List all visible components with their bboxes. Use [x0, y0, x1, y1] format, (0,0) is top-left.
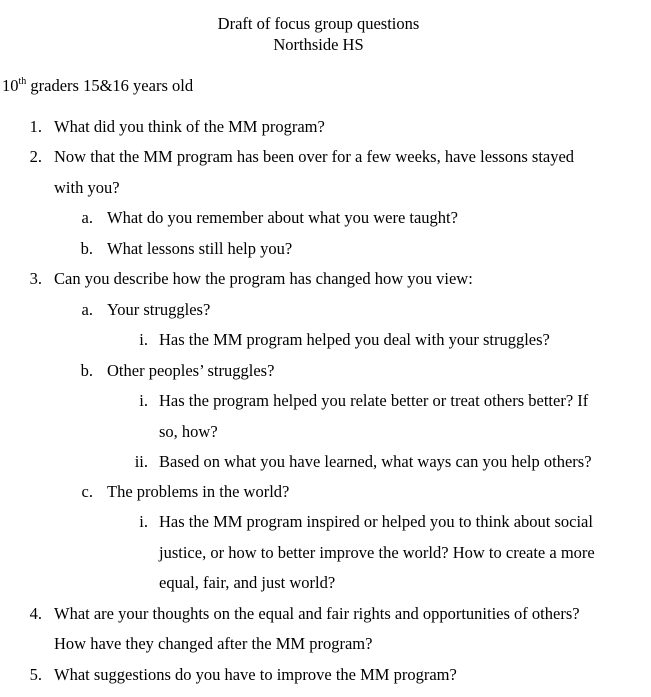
item-5-marker: 5.	[29, 665, 42, 684]
grade-number: 10	[2, 76, 19, 95]
item-2b-marker: b.	[80, 239, 93, 258]
item-1-text: What did you think of the MM program?	[54, 117, 325, 136]
item-3a-text: Your struggles?	[107, 300, 211, 319]
item-2-marker: 2.	[29, 147, 42, 166]
item-3c-marker: c.	[81, 482, 93, 501]
document-title: Draft of focus group questions	[217, 14, 420, 33]
item-3b-i-text-line-2: so, how?	[159, 422, 218, 441]
item-3c-i-text-line-3: equal, fair, and just world?	[159, 573, 336, 592]
item-3c-i-text-line-2: justice, or how to better improve the world? How to create a more	[159, 543, 595, 562]
item-3a-marker: a.	[81, 300, 93, 319]
item-3c-i-text-line-1: Has the MM program inspired or helped you to think about social	[159, 512, 593, 531]
item-3b-i-text-line-1: Has the program helped you relate better or treat others better? If	[159, 391, 589, 410]
item-3-marker: 3.	[29, 269, 42, 288]
item-2a-text: What do you remember about what you were taught?	[107, 208, 458, 227]
item-4-text-line-1: What are your thoughts on the equal and fair rights and opportunities of others?	[54, 604, 580, 623]
item-4-text-line-2: How have they changed after the MM program?	[54, 634, 373, 653]
item-3b-text: Other peoples’ struggles?	[107, 361, 275, 380]
item-2-text-line-2: with you?	[54, 178, 120, 197]
item-1-marker: 1.	[29, 117, 42, 136]
item-3b-i-marker: i.	[139, 391, 148, 410]
grade-suffix: th	[18, 76, 27, 87]
item-3-text: Can you describe how the program has changed how you view:	[54, 269, 473, 288]
item-3a-i-marker: i.	[139, 330, 148, 349]
item-3c-text: The problems in the world?	[107, 482, 290, 501]
audience-rest: graders 15&16 years old	[26, 76, 194, 95]
item-2-text-line-1: Now that the MM program has been over for a few weeks, have lessons stayed	[54, 147, 575, 166]
item-3c-i-marker: i.	[139, 512, 148, 531]
item-3b-marker: b.	[80, 361, 93, 380]
item-3b-ii-text: Based on what you have learned, what ways can you help others?	[159, 452, 592, 471]
audience-line	[2, 76, 193, 96]
item-5-text: What suggestions do you have to improve the MM program?	[54, 665, 457, 684]
item-4-marker: 4.	[29, 604, 42, 623]
item-3b-ii-marker: ii.	[134, 452, 148, 471]
document-subtitle: Northside HS	[273, 35, 364, 54]
item-3a-i-text: Has the MM program helped you deal with your struggles?	[159, 330, 550, 349]
item-2b-text: What lessons still help you?	[107, 239, 293, 258]
item-2a-marker: a.	[81, 208, 93, 227]
